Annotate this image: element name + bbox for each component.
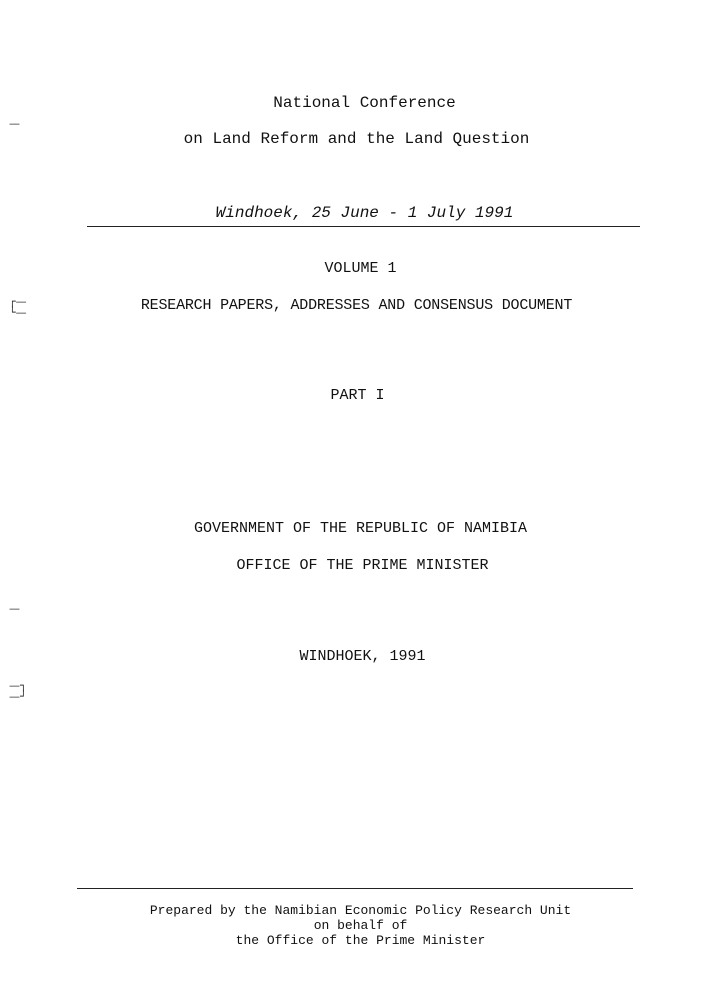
prepared-by-line1: Prepared by the Namibian Economic Policy Research Unit: [149, 903, 572, 918]
place-year: WINDHOEK, 1991: [299, 648, 426, 665]
margin-scan-mark: —: [9, 117, 20, 130]
header-divider: [87, 226, 640, 227]
margin-scan-mark: —┐ —┘: [9, 679, 27, 703]
volume-label: VOLUME 1: [324, 260, 397, 277]
volume-subtitle: RESEARCH PAPERS, ADDRESSES AND CONSENSUS DOCUMENT: [140, 297, 573, 314]
conference-title-line1: National Conference: [273, 94, 456, 112]
prepared-by-line3: the Office of the Prime Minister: [235, 933, 486, 948]
issuer-government: GOVERNMENT OF THE REPUBLIC OF NAMIBIA: [193, 520, 528, 537]
margin-scan-mark: —: [9, 602, 20, 615]
prepared-by-block: [4, 903, 713, 948]
conference-dateline: Windhoek, 25 June - 1 July 1991: [215, 204, 514, 222]
issuer-office: OFFICE OF THE PRIME MINISTER: [236, 557, 489, 574]
part-label: PART I: [330, 387, 385, 404]
prepared-by-line2: on behalf of: [313, 918, 408, 933]
conference-title-line2: on Land Reform and the Land Question: [183, 130, 530, 148]
margin-scan-mark: ┌— └—: [9, 295, 27, 319]
footer-divider: [77, 888, 633, 889]
